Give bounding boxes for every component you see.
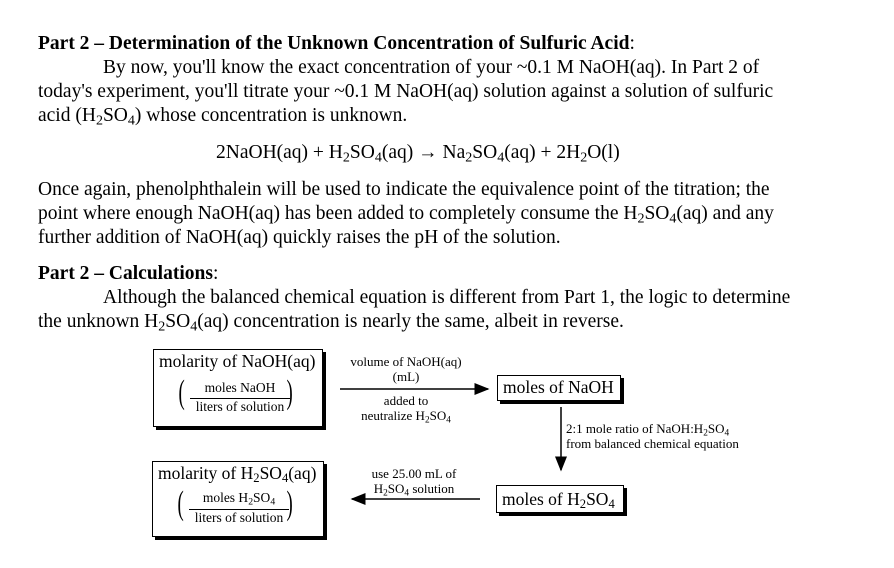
text-span: acid (H xyxy=(38,105,96,126)
paragraph-3-line-1: Although the balanced chemical equation is different from Part 1, the logic to determine xyxy=(103,287,791,308)
eq-part: O(l) xyxy=(587,142,620,163)
heading-text: Part 2 – Calculations xyxy=(38,263,213,284)
text-span: SO xyxy=(644,203,670,224)
subscript: 4 xyxy=(127,112,135,129)
text-span: SO xyxy=(429,408,447,423)
left-paren: ( xyxy=(177,485,184,522)
subscript: 4 xyxy=(190,318,198,335)
heading-colon: : xyxy=(212,263,219,284)
text-span: (aq) and any xyxy=(676,203,774,224)
text-span: (aq) xyxy=(288,463,317,483)
paragraph-2-line-3: further addition of NaOH(aq) quickly raises the pH of the solution. xyxy=(38,227,561,248)
subscript: 2 xyxy=(248,496,254,508)
text-span: SO xyxy=(259,463,282,483)
text-span: ) whose concentration is unknown. xyxy=(134,105,408,126)
text-span: neutralize H xyxy=(361,408,425,423)
subscript: 2 xyxy=(579,497,587,512)
subscript: 2 xyxy=(383,488,388,499)
paragraph-1-line-1: By now, you'll know the exact concentration of your ~0.1 M NaOH(aq). In Part 2 of xyxy=(103,57,760,78)
heading-text: Part 2 – Determination of the Unknown Concentration of Sulfuric Acid xyxy=(38,33,630,54)
right-paren: ) xyxy=(286,374,293,411)
eq-part: SO xyxy=(349,142,375,163)
text-span: SO xyxy=(253,490,271,505)
text-span: solution xyxy=(409,481,455,496)
subscript: 2 xyxy=(158,318,166,335)
text-span: the unknown H xyxy=(38,311,159,332)
eq-part: (aq) → Na xyxy=(381,142,466,163)
eq-part: SO xyxy=(472,142,498,163)
subscript: 4 xyxy=(497,149,505,166)
box-title: moles of NaOH xyxy=(503,377,614,397)
text-span: point where enough NaOH(aq) has been added to completely consume the H xyxy=(38,203,638,224)
text-span: SO xyxy=(586,489,609,509)
eq-part: (aq) + 2H xyxy=(504,142,581,163)
subscript: 2 xyxy=(253,471,260,486)
text-span: molarity of H xyxy=(158,463,254,483)
arrow2-label-line2: from balanced chemical equation xyxy=(566,436,739,451)
box-title: molarity of NaOH(aq) xyxy=(159,351,316,371)
text-span: SO xyxy=(387,481,405,496)
subscript: 2 xyxy=(342,149,350,166)
text-span: (aq) concentration is nearly the same, albeit in reverse. xyxy=(197,311,624,332)
subscript: 4 xyxy=(374,149,382,166)
subscript: 4 xyxy=(404,488,410,499)
left-paren: ( xyxy=(178,374,185,411)
subscript: 4 xyxy=(270,496,276,508)
text-span: moles H xyxy=(202,490,249,505)
subscript: 4 xyxy=(724,428,730,439)
right-paren: ) xyxy=(286,485,293,522)
fraction-denominator: liters of solution xyxy=(194,510,284,525)
text-span: 2:1 mole ratio of NaOH:H xyxy=(566,421,704,436)
subscript: 2 xyxy=(580,149,588,166)
text-span: H xyxy=(373,481,384,496)
paragraph-1-line-2: today's experiment, you'll titrate your ~0.1 M NaOH(aq) solution against a solution of sulfuric xyxy=(38,81,774,102)
text-span: SO xyxy=(707,421,725,436)
text-span: SO xyxy=(102,105,128,126)
fraction-denominator: liters of solution xyxy=(195,399,285,414)
arrow3-label-top1: use 25.00 mL of xyxy=(371,466,457,481)
subscript: 2 xyxy=(465,149,473,166)
arrow1-label-top1: volume of NaOH(aq) xyxy=(350,354,462,369)
arrow1-label-bot1: added to xyxy=(383,393,429,408)
subscript: 4 xyxy=(669,210,677,227)
subscript: 2 xyxy=(95,112,103,129)
text-span: moles of H xyxy=(502,489,580,509)
arrow1-label-top2: (mL) xyxy=(392,369,420,384)
subscript: 2 xyxy=(703,428,708,439)
fraction-numerator: moles NaOH xyxy=(204,380,276,395)
subscript: 4 xyxy=(281,471,289,486)
text-span: SO xyxy=(165,311,191,332)
subscript: 2 xyxy=(424,415,430,426)
eq-part: 2NaOH(aq) + H xyxy=(216,142,343,163)
subscript: 4 xyxy=(446,415,451,426)
subscript: 2 xyxy=(637,210,645,227)
paragraph-2-line-1: Once again, phenolphthalein will be used to indicate the equivalence point of the titration; the xyxy=(38,179,770,200)
subscript: 4 xyxy=(608,497,615,512)
heading-colon: : xyxy=(629,33,635,54)
